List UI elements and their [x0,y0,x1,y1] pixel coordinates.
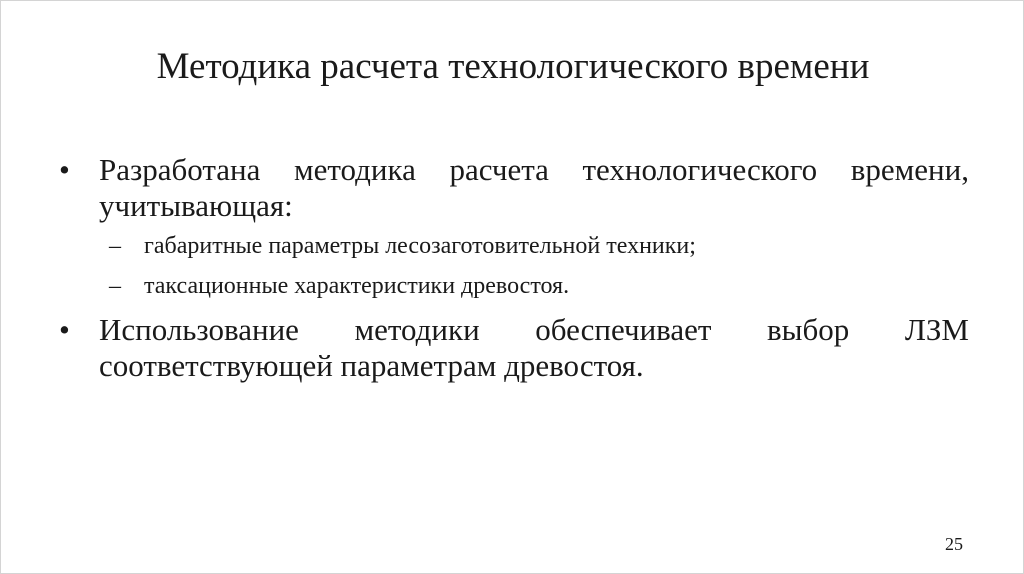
bullet-text: Использование методики обеспечивает выбор ЛЗМ соответствующей параметрам древостоя. [99,312,969,383]
slide-content [59,152,969,384]
dash-marker: – [109,273,121,299]
sub-item-text: габаритные параметры лесозаготовительной техники; [144,233,696,259]
sub-item-text: таксационные характеристики древостоя. [144,273,570,299]
page-number: 25 [945,534,963,554]
sub-list [59,232,969,300]
bullet-text: Разработана методика расчета технологического времени, учитывающая: [99,152,969,223]
sub-item [59,272,969,300]
slide-title: Методика расчета технологического времени [156,46,870,87]
bullet-item [59,152,969,224]
sub-item [59,232,969,260]
bullet-marker: • [59,312,70,347]
dash-marker: – [109,233,121,259]
bullet-item [59,312,969,384]
bullet-marker: • [59,152,70,187]
